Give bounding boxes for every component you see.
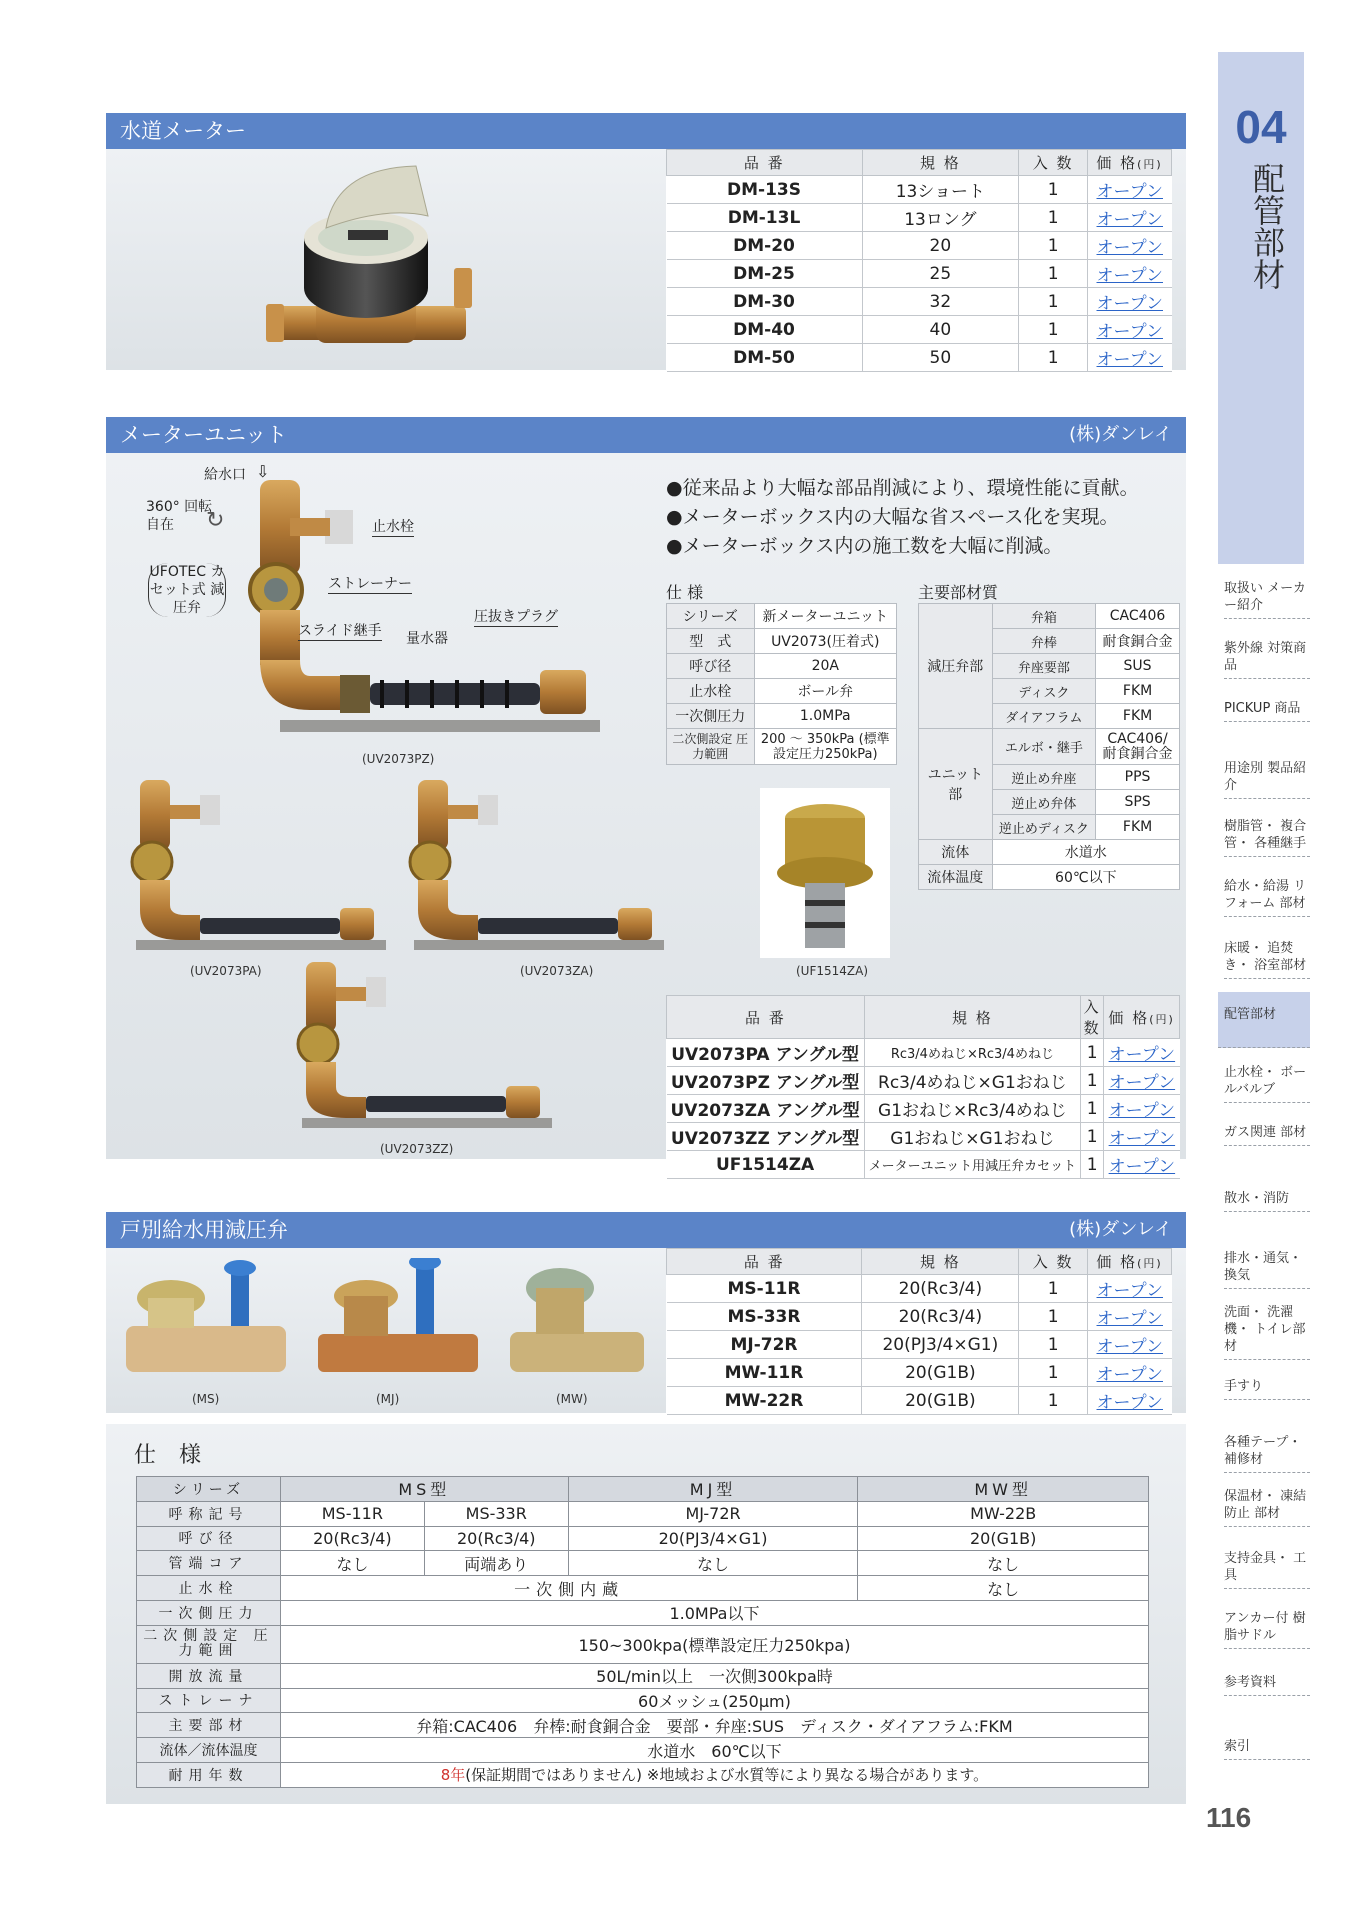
- valve-photo-ms: [126, 1258, 286, 1388]
- spec-cell: 50L/min以上 一次側300kpa時: [280, 1663, 1148, 1688]
- material-part: ディスク: [992, 679, 1095, 704]
- chapter-title: 配管部材: [1248, 162, 1286, 290]
- part-number: MW-22R: [667, 1387, 862, 1415]
- spec-value: 40: [862, 316, 1019, 344]
- part-number: UV2073ZA アングル型: [667, 1095, 865, 1123]
- side-index-item[interactable]: 索引: [1224, 1738, 1310, 1760]
- quantity: 1: [1019, 232, 1088, 260]
- part-number: MW-11R: [667, 1359, 862, 1387]
- material-part: 弁箱: [992, 604, 1095, 629]
- material-value: SPS: [1096, 790, 1180, 815]
- table-row: [667, 1275, 1172, 1303]
- material-value: FKM: [1096, 704, 1180, 729]
- label-rotate: 360° 回転自在: [146, 499, 213, 533]
- quantity: 1: [1019, 204, 1088, 232]
- label-ufotec: UFOTEC カセット式 減圧弁: [149, 564, 225, 616]
- spec-value: 1.0MPa: [754, 704, 896, 729]
- table-row: [667, 1095, 1180, 1123]
- table-row: [667, 344, 1172, 372]
- rotate-arrow-icon: ↻: [206, 508, 225, 533]
- life-note: (保証期間ではありません) ※地域および水質等により異なる場合があります。: [465, 1766, 989, 1785]
- part-number: DM-40: [667, 316, 863, 344]
- material-part: エルボ・継手: [992, 729, 1095, 765]
- table-row: [667, 1151, 1180, 1179]
- label-inlet: 給水口: [204, 467, 246, 483]
- part-number: DM-30: [667, 288, 863, 316]
- caption-ms: (MS): [192, 1392, 220, 1406]
- side-index-item[interactable]: 手すり: [1224, 1378, 1310, 1400]
- reducing-valve-rows: [667, 1275, 1172, 1415]
- spec-value: 20(G1B): [862, 1359, 1019, 1387]
- quantity: 1: [1081, 1095, 1104, 1123]
- spec-value: Rc3/4めねじ×G1おねじ: [864, 1067, 1080, 1095]
- spec-cell: [280, 1762, 1148, 1787]
- caption-cassette: (UF1514ZA): [796, 964, 869, 978]
- col-part: 品 番: [667, 996, 865, 1039]
- label-strainer: ストレーナー: [328, 573, 412, 594]
- spec-cell: なし: [858, 1551, 1149, 1576]
- part-number: UV2073PZ アングル型: [667, 1067, 865, 1095]
- col-qty: 入 数: [1019, 150, 1088, 176]
- spec-cell: 150~300kpa(標準設定圧力250kpa): [280, 1625, 1148, 1663]
- side-index-item[interactable]: 各種テープ・ 補修材: [1224, 1434, 1310, 1473]
- part-number: DM-25: [667, 260, 863, 288]
- part-number: MS-33R: [667, 1303, 862, 1331]
- spec-label: 一次側圧力: [667, 704, 755, 729]
- side-index-item[interactable]: 床暖・ 追焚き・ 浴室部材: [1224, 940, 1310, 979]
- spec-value: Rc3/4めねじ×Rc3/4めねじ: [864, 1039, 1080, 1067]
- quantity: 1: [1081, 1067, 1104, 1095]
- spec-cell: なし: [568, 1551, 858, 1576]
- part-number: UF1514ZA: [667, 1151, 865, 1179]
- price-open-link[interactable]: オープン: [1088, 344, 1172, 372]
- spec-cell: 一次側内蔵: [280, 1576, 857, 1601]
- side-index-item[interactable]: 紫外線 対策商品: [1224, 640, 1310, 679]
- valve-photo-mw: [506, 1258, 646, 1388]
- quantity: 1: [1019, 288, 1088, 316]
- material-value: FKM: [1096, 679, 1180, 704]
- spec-cell: MS-33R: [424, 1501, 568, 1526]
- table-row: [667, 1039, 1180, 1067]
- spec-label: シリーズ: [667, 604, 755, 629]
- col-spec: 規 格: [862, 150, 1019, 176]
- spec-value: UV2073(圧着式): [754, 629, 896, 654]
- spec-value: 50: [862, 344, 1019, 372]
- spec-row-label: 管端コア: [137, 1551, 281, 1576]
- spec-row: [667, 654, 897, 679]
- part-number: DM-13L: [667, 204, 863, 232]
- price-open-link[interactable]: オープン: [1088, 232, 1172, 260]
- spec-cell: 20(G1B): [858, 1526, 1149, 1551]
- meter-unit-table: [666, 995, 1180, 1179]
- section-title: 戸別給水用減圧弁: [120, 1218, 288, 1242]
- price-open-link[interactable]: オープン: [1088, 1303, 1172, 1331]
- side-index-item[interactable]: 取扱い メーカー紹介: [1224, 580, 1310, 619]
- material-part: ダイアフラム: [992, 704, 1095, 729]
- spec-row-label: シリーズ: [137, 1477, 281, 1502]
- material-heading: 主要部材質: [918, 583, 999, 602]
- page-number: 116: [1206, 1802, 1252, 1833]
- spec-row: [667, 629, 897, 654]
- spec-cell: 1.0MPa以下: [280, 1600, 1148, 1625]
- table-row: [667, 204, 1172, 232]
- material-part: 弁座要部: [992, 654, 1095, 679]
- series-mj: MJ型: [568, 1477, 858, 1502]
- section-title: 水道メーター: [120, 119, 246, 143]
- spec-value: 20(Rc3/4): [862, 1275, 1019, 1303]
- price-open-link[interactable]: オープン: [1088, 1275, 1172, 1303]
- spec-value: メーターユニット用減圧弁カセット: [864, 1151, 1080, 1179]
- meter-unit-photo-pa: [130, 780, 392, 960]
- price-open-link[interactable]: オープン: [1088, 1387, 1172, 1415]
- spec-row: [667, 679, 897, 704]
- side-index-item[interactable]: 洗面・ 洗濯機・ トイレ部材: [1224, 1304, 1310, 1360]
- side-index-item[interactable]: PICKUP 商品: [1224, 700, 1310, 722]
- part-number: UV2073ZZ アングル型: [667, 1123, 865, 1151]
- feature-list: [666, 474, 1139, 561]
- material-group: ユニット部: [919, 729, 993, 840]
- section-header-reducing-valve: [106, 1212, 1186, 1248]
- col-price: 価 格(円): [1104, 996, 1180, 1039]
- meter-unit-photo-zz: [296, 962, 558, 1138]
- col-qty: 入 数: [1081, 996, 1104, 1039]
- spec-value: 20(G1B): [862, 1387, 1019, 1415]
- spec-cell: 20(Rc3/4): [280, 1526, 424, 1551]
- spec-row-label: 流体／流体温度: [137, 1738, 281, 1763]
- material-value: CAC406/ 耐食銅合金: [1096, 729, 1180, 765]
- spec-value: 13ショート: [862, 176, 1019, 204]
- spec-cell: MJ-72R: [568, 1501, 858, 1526]
- caption-zz: (UV2073ZZ): [380, 1142, 454, 1156]
- feature-item: ●メーターボックス内の施工数を大幅に削減。: [666, 535, 1063, 557]
- spec-cell: MW-22B: [858, 1501, 1149, 1526]
- spec-row: [667, 729, 897, 765]
- quantity: 1: [1019, 316, 1088, 344]
- feature-item: ●メーターボックス内の大幅な省スペース化を実現。: [666, 506, 1119, 528]
- spec-value: 13ロング: [862, 204, 1019, 232]
- spec-cell: 60メッシュ(250μm): [280, 1688, 1148, 1713]
- spec-value: 新メーターユニット: [754, 604, 896, 629]
- col-part: 品 番: [667, 1249, 862, 1275]
- table-row: [667, 260, 1172, 288]
- side-index-item[interactable]: 給水・給湯 リフォーム 部材: [1224, 878, 1310, 917]
- caption-za: (UV2073ZA): [520, 964, 594, 978]
- caption-mw: (MW): [556, 1392, 588, 1406]
- reducing-valve-table: [666, 1248, 1172, 1415]
- spec-value: 20(PJ3/4×G1): [862, 1331, 1019, 1359]
- spec-value: G1おねじ×G1おねじ: [864, 1123, 1080, 1151]
- spec-cell: なし: [858, 1576, 1149, 1601]
- quantity: 1: [1019, 1303, 1088, 1331]
- spec-row-label: ストレーナ: [137, 1688, 281, 1713]
- part-number: DM-50: [667, 344, 863, 372]
- price-open-link[interactable]: オープン: [1088, 1359, 1172, 1387]
- price-open-link[interactable]: オープン: [1088, 204, 1172, 232]
- part-number: MS-11R: [667, 1275, 862, 1303]
- material-value: CAC406: [1096, 604, 1180, 629]
- table-row: [667, 1067, 1180, 1095]
- table-row: [667, 1331, 1172, 1359]
- spec-row-label: 主要部材: [137, 1713, 281, 1738]
- spec-label: 止水栓: [667, 679, 755, 704]
- spec-label: 型 式: [667, 629, 755, 654]
- col-part: 品 番: [667, 150, 863, 176]
- price-open-link[interactable]: オープン: [1104, 1123, 1180, 1151]
- spec-row-label: 開放流量: [137, 1663, 281, 1688]
- side-index-item[interactable]: 配管部材: [1218, 992, 1310, 1048]
- spec-cell: なし: [280, 1551, 424, 1576]
- quantity: 1: [1019, 1387, 1088, 1415]
- life-years: 8年: [440, 1766, 466, 1785]
- table-row: [667, 176, 1172, 204]
- quantity: 1: [1019, 176, 1088, 204]
- material-value: PPS: [1096, 765, 1180, 790]
- label-stop-valve: 止水栓: [372, 516, 414, 537]
- spec-row: [667, 604, 897, 629]
- section-title: メーターユニット: [120, 423, 288, 447]
- price-open-link[interactable]: オープン: [1088, 1331, 1172, 1359]
- spec-cell: 水道水 60℃以下: [280, 1738, 1148, 1763]
- spec-value: 32: [862, 288, 1019, 316]
- spec-cell: 両端あり: [424, 1551, 568, 1576]
- quantity: 1: [1081, 1039, 1104, 1067]
- quantity: 1: [1019, 1359, 1088, 1387]
- table-row: [667, 316, 1172, 344]
- side-index-item[interactable]: 用途別 製品紹介: [1224, 760, 1310, 799]
- series-ms: MS型: [280, 1477, 568, 1502]
- part-number: MJ-72R: [667, 1331, 862, 1359]
- side-index-item[interactable]: ガス関連 部材: [1224, 1124, 1310, 1146]
- col-price: 価 格(円): [1088, 150, 1172, 176]
- maker-name: (株)ダンレイ: [1069, 1219, 1172, 1240]
- material-row: [919, 604, 1180, 629]
- label-meter: 量水器: [406, 631, 448, 647]
- meter-unit-spec-table: [666, 603, 897, 765]
- spec-title: 仕 様: [134, 1443, 209, 1468]
- price-open-link[interactable]: オープン: [1104, 1039, 1180, 1067]
- material-part: 弁棒: [992, 629, 1095, 654]
- price-open-link[interactable]: オープン: [1088, 176, 1172, 204]
- valve-photo-mj: [318, 1258, 478, 1388]
- spec-row: [667, 704, 897, 729]
- reducing-valve-spec-table: [136, 1476, 1149, 1788]
- table-row: [667, 288, 1172, 316]
- material-value: 耐食銅合金: [1096, 629, 1180, 654]
- spec-row-label: 二次側設定 圧力範囲: [137, 1625, 281, 1663]
- col-spec: 規 格: [864, 996, 1080, 1039]
- material-row: [919, 840, 1180, 865]
- side-index-item[interactable]: 樹脂管・ 複合管・ 各種継手: [1224, 818, 1310, 857]
- table-row: [667, 1387, 1172, 1415]
- label-slide-joint: スライド継手: [298, 620, 382, 641]
- table-row: [667, 232, 1172, 260]
- col-spec: 規 格: [862, 1249, 1019, 1275]
- quantity: 1: [1019, 344, 1088, 372]
- price-open-link[interactable]: オープン: [1088, 288, 1172, 316]
- quantity: 1: [1081, 1151, 1104, 1179]
- spec-cell: 20(PJ3/4×G1): [568, 1526, 858, 1551]
- table-row: [667, 1359, 1172, 1387]
- spec-value: 20(Rc3/4): [862, 1303, 1019, 1331]
- caption-pz: (UV2073PZ): [362, 752, 435, 766]
- water-meter-rows: [667, 176, 1172, 372]
- section-header-water-meter: [106, 113, 1186, 149]
- maker-name: (株)ダンレイ: [1069, 424, 1172, 445]
- price-open-link[interactable]: オープン: [1088, 316, 1172, 344]
- feature-item: ●従来品より大幅な部品削減により、環境性能に貢献。: [666, 477, 1139, 499]
- spec-value: G1おねじ×Rc3/4めねじ: [864, 1095, 1080, 1123]
- spec-row-label: 耐用年数: [137, 1762, 281, 1787]
- spec-label: 二次側設定 圧力範囲: [667, 729, 755, 765]
- material-part: 逆止め弁座: [992, 765, 1095, 790]
- material-value: 水道水: [992, 840, 1179, 865]
- spec-cell: 20(Rc3/4): [424, 1526, 568, 1551]
- side-index-item[interactable]: 排水・通気・ 換気: [1224, 1250, 1310, 1289]
- cassette-photo: [760, 788, 890, 958]
- material-part: 流体温度: [919, 865, 993, 890]
- col-qty: 入 数: [1019, 1249, 1088, 1275]
- table-row: [667, 1123, 1180, 1151]
- spec-row-label: 一次側圧力: [137, 1600, 281, 1625]
- quantity: 1: [1081, 1123, 1104, 1151]
- price-open-link[interactable]: オープン: [1104, 1067, 1180, 1095]
- spec-value: 200 ～ 350kPa (標準設定圧力250kPa): [754, 729, 896, 765]
- part-number: UV2073PA アングル型: [667, 1039, 865, 1067]
- price-open-link[interactable]: オープン: [1088, 260, 1172, 288]
- part-number: DM-20: [667, 232, 863, 260]
- quantity: 1: [1019, 260, 1088, 288]
- caption-pa: (UV2073PA): [190, 964, 262, 978]
- caption-mj: (MJ): [376, 1392, 400, 1406]
- price-open-link[interactable]: オープン: [1104, 1151, 1180, 1179]
- spec-heading: 仕 様: [666, 583, 704, 602]
- meter-unit-rows: [667, 1039, 1180, 1179]
- spec-cell: MS-11R: [280, 1501, 424, 1526]
- quantity: 1: [1019, 1331, 1088, 1359]
- material-table: [918, 603, 1180, 890]
- water-meter-photo: [266, 158, 476, 358]
- material-value: FKM: [1096, 815, 1180, 840]
- side-index-item[interactable]: 参考資料: [1224, 1674, 1310, 1696]
- section-header-meter-unit: [106, 417, 1186, 453]
- meter-unit-photo-za: [408, 780, 670, 960]
- label-plug: 圧抜きプラグ: [474, 606, 558, 627]
- col-price: 価 格(円): [1088, 1249, 1172, 1275]
- spec-row-label: 呼称記号: [137, 1501, 281, 1526]
- part-number: DM-13S: [667, 176, 863, 204]
- material-group: 減圧弁部: [919, 604, 993, 729]
- price-open-link[interactable]: オープン: [1104, 1095, 1180, 1123]
- side-index-item[interactable]: 止水栓・ ボールバルブ: [1224, 1064, 1310, 1103]
- quantity: 1: [1019, 1275, 1088, 1303]
- arrow-down-icon: ⇩: [256, 462, 270, 481]
- chapter-number: 04: [1235, 101, 1287, 153]
- side-index-item[interactable]: 支持金具・ 工具: [1224, 1550, 1310, 1589]
- spec-row-label: 呼び径: [137, 1526, 281, 1551]
- side-index-item[interactable]: アンカー付 樹脂サドル: [1224, 1610, 1310, 1649]
- material-value: SUS: [1096, 654, 1180, 679]
- material-row: [919, 729, 1180, 765]
- water-meter-table: [666, 149, 1172, 372]
- spec-value: 20: [862, 232, 1019, 260]
- spec-value: 25: [862, 260, 1019, 288]
- series-mw: MW型: [858, 1477, 1149, 1502]
- material-value: 60℃以下: [992, 865, 1179, 890]
- material-part: 流体: [919, 840, 993, 865]
- spec-label: 呼び径: [667, 654, 755, 679]
- spec-value: 20A: [754, 654, 896, 679]
- spec-cell: 弁箱:CAC406 弁棒:耐食銅合金 要部・弁座:SUS ディスク・ダイアフラム:FKM: [280, 1713, 1148, 1738]
- material-row: [919, 865, 1180, 890]
- material-part: 逆止め弁体: [992, 790, 1095, 815]
- side-index-item[interactable]: 散水・消防: [1224, 1190, 1310, 1212]
- spec-value: ボール弁: [754, 679, 896, 704]
- material-part: 逆止めディスク: [992, 815, 1095, 840]
- table-row: [667, 1303, 1172, 1331]
- spec-row-label: 止水栓: [137, 1576, 281, 1601]
- side-index-item[interactable]: 保温材・ 凍結防止 部材: [1224, 1488, 1310, 1527]
